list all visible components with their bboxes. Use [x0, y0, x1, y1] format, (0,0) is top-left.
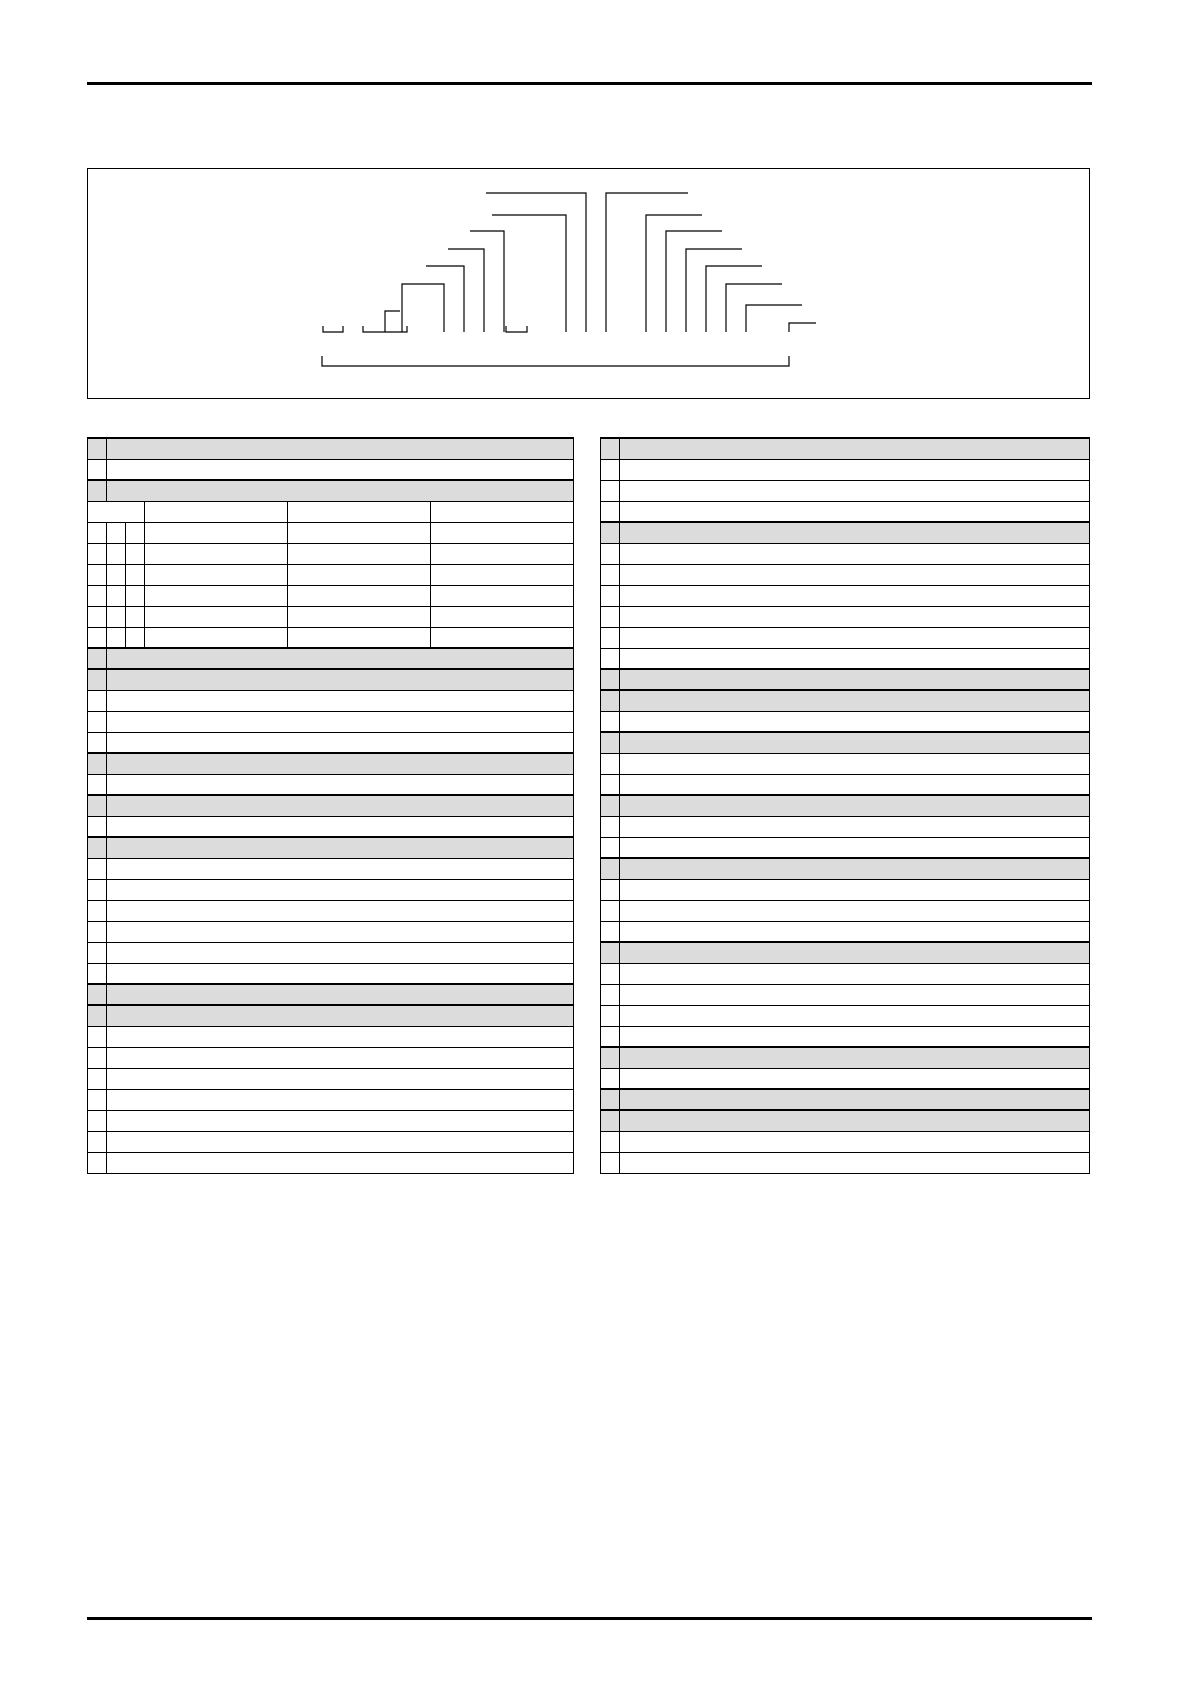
table-row: [601, 1047, 1090, 1068]
row-label-cell: [107, 984, 574, 1005]
row-index-cell: [88, 1068, 107, 1089]
row-index-cell: [88, 711, 107, 732]
row-index-cell: [88, 1089, 107, 1110]
row-index-cell: [601, 585, 620, 606]
row-index-cell: [88, 942, 107, 963]
row-label-cell: [107, 921, 574, 942]
grid-cell: [288, 627, 431, 648]
row-label-cell: [107, 1068, 574, 1089]
table-row: [601, 459, 1090, 480]
row-label-cell: [620, 984, 1090, 1005]
row-index-cell: [88, 1005, 107, 1026]
row-index-cell: [601, 648, 620, 669]
grid-cell: [145, 627, 288, 648]
table-row: [88, 1026, 574, 1047]
row-index-cell: [601, 1047, 620, 1068]
row-index-cell: [88, 963, 107, 984]
row-label-cell: [620, 1026, 1090, 1047]
table-row: [601, 921, 1090, 942]
row-label-cell: [107, 1047, 574, 1068]
table-row: [88, 1089, 574, 1110]
row-index-cell: [601, 879, 620, 900]
row-label-cell: [620, 1131, 1090, 1152]
table-row: [601, 837, 1090, 858]
table-row: [601, 732, 1090, 753]
row-index-cell: [601, 480, 620, 501]
table-row: [88, 711, 574, 732]
row-label-cell: [107, 711, 574, 732]
row-index-cell: [88, 1152, 107, 1173]
row-label-cell: [620, 879, 1090, 900]
row-index-cell: [601, 963, 620, 984]
table-row: [601, 648, 1090, 669]
grid-cell: [288, 606, 431, 627]
row-index-cell: [88, 858, 107, 879]
table-row: [601, 1110, 1090, 1131]
row-index-cell: [601, 459, 620, 480]
part-number-diagram: [87, 168, 1090, 399]
table-row: [601, 879, 1090, 900]
row-label-cell: [107, 459, 574, 480]
row-index-cell: [88, 753, 107, 774]
row-index-cell: [601, 606, 620, 627]
row-index-cell: [88, 774, 107, 795]
row-index-cell: [88, 921, 107, 942]
table-row: [88, 858, 574, 879]
row-index-cell: [88, 480, 107, 501]
bottom-rule: [87, 1617, 1092, 1620]
row-index-cell: [107, 627, 126, 648]
table-row: [88, 543, 574, 564]
row-index-cell: [88, 459, 107, 480]
row-label-cell: [107, 1089, 574, 1110]
grid-cell: [288, 564, 431, 585]
table-row: [88, 1152, 574, 1173]
row-label-cell: [107, 690, 574, 711]
row-label-cell: [107, 1131, 574, 1152]
row-label-cell: [620, 522, 1090, 543]
row-label-cell: [107, 963, 574, 984]
table-row: [88, 774, 574, 795]
diagram-bracket-lines: [88, 169, 1091, 400]
column-head-cell: [145, 501, 288, 522]
row-label-cell: [620, 963, 1090, 984]
row-index-cell: [601, 837, 620, 858]
row-index-cell: [601, 858, 620, 879]
row-index-cell: [601, 816, 620, 837]
table-row: [88, 753, 574, 774]
table-row: [601, 984, 1090, 1005]
row-index-cell: [126, 543, 145, 564]
table-row: [601, 501, 1090, 522]
left-spec-table: [87, 437, 574, 1174]
table-row: [601, 711, 1090, 732]
table-row: [601, 1026, 1090, 1047]
row-index-cell: [601, 900, 620, 921]
row-label-cell: [620, 1089, 1090, 1110]
table-row: [601, 627, 1090, 648]
row-label-cell: [107, 816, 574, 837]
row-label-cell: [107, 480, 574, 501]
row-index-cell: [601, 732, 620, 753]
table-row: [88, 648, 574, 669]
row-index-cell: [601, 711, 620, 732]
row-label-cell: [107, 879, 574, 900]
table-row: [601, 438, 1090, 459]
row-label-cell: [107, 1152, 574, 1173]
row-index-cell: [601, 1005, 620, 1026]
table-row: [88, 732, 574, 753]
row-index-cell: [601, 1152, 620, 1173]
row-label-cell: [620, 1110, 1090, 1131]
row-index-cell: [601, 690, 620, 711]
top-rule: [87, 82, 1092, 85]
row-index-cell: [601, 627, 620, 648]
row-index-cell: [88, 669, 107, 690]
column-head-spacer: [88, 501, 145, 522]
row-index-cell: [601, 438, 620, 459]
right-spec-table: [600, 437, 1090, 1174]
table-row: [601, 942, 1090, 963]
row-label-cell: [620, 816, 1090, 837]
grid-cell: [431, 585, 574, 606]
row-label-cell: [620, 564, 1090, 585]
table-row: [88, 669, 574, 690]
table-row: [88, 564, 574, 585]
grid-cell: [145, 564, 288, 585]
row-label-cell: [620, 774, 1090, 795]
row-index-cell: [88, 1026, 107, 1047]
row-label-cell: [620, 711, 1090, 732]
row-label-cell: [107, 1110, 574, 1131]
table-row: [601, 1131, 1090, 1152]
row-index-cell: [88, 837, 107, 858]
table-row: [88, 1068, 574, 1089]
grid-cell: [431, 627, 574, 648]
grid-cell: [431, 564, 574, 585]
row-label-cell: [620, 1005, 1090, 1026]
table-row: [88, 900, 574, 921]
table-row: [88, 1131, 574, 1152]
row-index-cell: [107, 585, 126, 606]
row-index-cell: [601, 564, 620, 585]
row-index-cell: [126, 585, 145, 606]
row-index-cell: [107, 543, 126, 564]
row-index-cell: [88, 816, 107, 837]
table-row: [88, 480, 574, 501]
table-row: [88, 501, 574, 522]
table-row: [601, 753, 1090, 774]
row-label-cell: [107, 1026, 574, 1047]
table-row: [601, 669, 1090, 690]
row-label-cell: [620, 627, 1090, 648]
table-row: [88, 522, 574, 543]
row-index-cell: [88, 438, 107, 459]
row-index-cell: [107, 564, 126, 585]
row-label-cell: [620, 753, 1090, 774]
row-index-cell: [88, 795, 107, 816]
table-row: [601, 606, 1090, 627]
row-index-cell: [601, 942, 620, 963]
row-index-cell: [88, 522, 107, 543]
table-row: [601, 690, 1090, 711]
row-index-cell: [88, 690, 107, 711]
table-row: [88, 816, 574, 837]
row-label-cell: [620, 837, 1090, 858]
row-index-cell: [601, 1068, 620, 1089]
row-label-cell: [107, 942, 574, 963]
row-index-cell: [88, 1110, 107, 1131]
row-label-cell: [620, 795, 1090, 816]
row-index-cell: [126, 627, 145, 648]
row-index-cell: [601, 753, 620, 774]
grid-cell: [288, 585, 431, 606]
table-row: [601, 522, 1090, 543]
row-index-cell: [88, 627, 107, 648]
table-row: [601, 543, 1090, 564]
row-label-cell: [620, 900, 1090, 921]
row-label-cell: [620, 1152, 1090, 1173]
column-head-cell: [431, 501, 574, 522]
table-row: [601, 585, 1090, 606]
row-label-cell: [620, 648, 1090, 669]
table-row: [88, 606, 574, 627]
table-row: [601, 564, 1090, 585]
table-row: [88, 984, 574, 1005]
row-index-cell: [601, 1026, 620, 1047]
row-index-cell: [88, 732, 107, 753]
row-index-cell: [601, 774, 620, 795]
row-index-cell: [126, 522, 145, 543]
column-head-cell: [288, 501, 431, 522]
row-label-cell: [620, 459, 1090, 480]
table-row: [88, 879, 574, 900]
grid-cell: [288, 543, 431, 564]
table-row: [88, 963, 574, 984]
row-index-cell: [88, 1047, 107, 1068]
grid-cell: [145, 585, 288, 606]
table-row: [601, 963, 1090, 984]
row-index-cell: [88, 564, 107, 585]
row-index-cell: [601, 669, 620, 690]
row-label-cell: [107, 732, 574, 753]
grid-cell: [431, 606, 574, 627]
row-index-cell: [126, 606, 145, 627]
row-label-cell: [620, 606, 1090, 627]
row-index-cell: [88, 879, 107, 900]
table-row: [88, 921, 574, 942]
row-index-cell: [601, 984, 620, 1005]
row-index-cell: [88, 900, 107, 921]
table-row: [601, 1089, 1090, 1110]
row-label-cell: [620, 669, 1090, 690]
row-index-cell: [88, 984, 107, 1005]
table-row: [88, 1005, 574, 1026]
row-label-cell: [107, 753, 574, 774]
row-index-cell: [601, 522, 620, 543]
grid-cell: [145, 606, 288, 627]
row-label-cell: [620, 858, 1090, 879]
grid-cell: [145, 543, 288, 564]
row-label-cell: [107, 795, 574, 816]
table-row: [601, 774, 1090, 795]
row-index-cell: [601, 795, 620, 816]
row-index-cell: [107, 522, 126, 543]
table-row: [601, 1152, 1090, 1173]
table-row: [88, 585, 574, 606]
row-index-cell: [601, 1110, 620, 1131]
table-row: [88, 459, 574, 480]
table-row: [88, 1110, 574, 1131]
row-label-cell: [620, 732, 1090, 753]
row-label-cell: [107, 900, 574, 921]
row-index-cell: [88, 648, 107, 669]
grid-cell: [431, 543, 574, 564]
row-index-cell: [88, 1131, 107, 1152]
row-label-cell: [620, 921, 1090, 942]
row-label-cell: [620, 501, 1090, 522]
grid-cell: [145, 522, 288, 543]
table-row: [601, 1005, 1090, 1026]
table-row: [601, 480, 1090, 501]
row-index-cell: [126, 564, 145, 585]
row-label-cell: [620, 543, 1090, 564]
grid-cell: [288, 522, 431, 543]
row-index-cell: [88, 543, 107, 564]
row-index-cell: [601, 1089, 620, 1110]
row-index-cell: [88, 585, 107, 606]
row-index-cell: [88, 606, 107, 627]
row-label-cell: [620, 585, 1090, 606]
row-label-cell: [620, 1047, 1090, 1068]
row-label-cell: [107, 648, 574, 669]
table-row: [88, 837, 574, 858]
row-index-cell: [107, 606, 126, 627]
row-label-cell: [107, 837, 574, 858]
table-row: [601, 900, 1090, 921]
table-row: [88, 1047, 574, 1068]
row-label-cell: [107, 438, 574, 459]
table-row: [88, 627, 574, 648]
row-label-cell: [620, 480, 1090, 501]
row-label-cell: [107, 774, 574, 795]
row-label-cell: [620, 438, 1090, 459]
table-row: [601, 1068, 1090, 1089]
row-label-cell: [620, 942, 1090, 963]
row-label-cell: [107, 669, 574, 690]
table-row: [88, 690, 574, 711]
table-row: [88, 438, 574, 459]
row-label-cell: [620, 1068, 1090, 1089]
table-row: [601, 858, 1090, 879]
grid-cell: [431, 522, 574, 543]
row-label-cell: [620, 690, 1090, 711]
table-row: [88, 942, 574, 963]
row-index-cell: [601, 543, 620, 564]
row-label-cell: [107, 1005, 574, 1026]
table-row: [88, 795, 574, 816]
table-row: [601, 795, 1090, 816]
row-index-cell: [601, 1131, 620, 1152]
table-row: [601, 816, 1090, 837]
row-index-cell: [601, 921, 620, 942]
row-index-cell: [601, 501, 620, 522]
row-label-cell: [107, 858, 574, 879]
